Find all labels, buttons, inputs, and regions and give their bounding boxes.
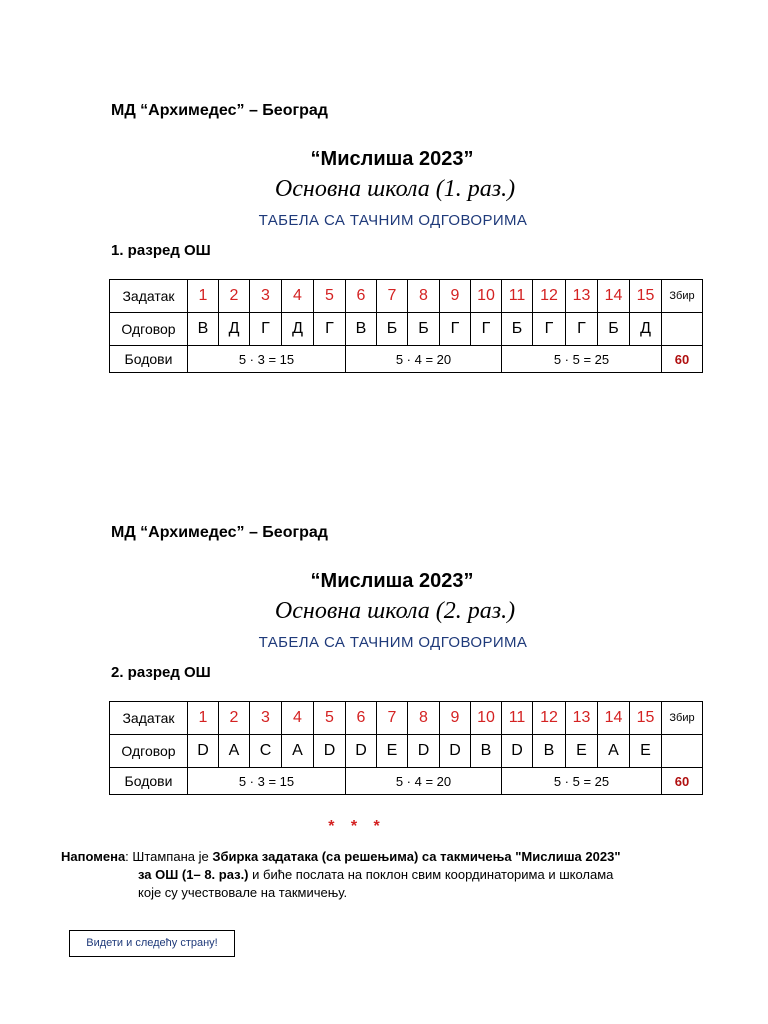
answer-cell: C — [250, 735, 282, 768]
task-number: 15 — [630, 280, 662, 313]
answers-table-heading: ТАБЕЛА СА ТАЧНИМ ОДГОВОРИМА — [258, 212, 528, 229]
points-group-2: 5 · 4 = 20 — [346, 346, 502, 373]
answer-cell: D — [440, 735, 471, 768]
task-number: 3 — [250, 280, 282, 313]
answers-table-heading: ТАБЕЛА СА ТАЧНИМ ОДГОВОРИМА — [258, 634, 528, 651]
grade-label: 1. разред ОШ — [111, 242, 211, 259]
task-number: 7 — [377, 280, 408, 313]
answer-cell: A — [219, 735, 250, 768]
task-number: 6 — [346, 702, 377, 735]
answer-cell: E — [566, 735, 598, 768]
answer-cell: Д — [282, 313, 314, 346]
task-number: 11 — [502, 702, 533, 735]
note-line-2 — [61, 866, 721, 884]
answer-cell: D — [314, 735, 346, 768]
note-text-3: које су учествовале на такмичењу. — [138, 885, 348, 900]
task-number: 4 — [282, 702, 314, 735]
task-number: 13 — [566, 280, 598, 313]
grade-label: 2. разред ОШ — [111, 664, 211, 681]
note-paragraph — [61, 848, 721, 902]
answer-cell: Г — [440, 313, 471, 346]
answer-cell: Б — [377, 313, 408, 346]
answer-cell: Г — [314, 313, 346, 346]
points-group-3: 5 · 5 = 25 — [502, 346, 662, 373]
organization-name: МД “Архимедес” – Београд — [111, 102, 328, 119]
task-number: 9 — [440, 702, 471, 735]
note-bold-2: за ОШ (1– 8. раз.) — [138, 867, 249, 882]
sum-header: Збир — [662, 280, 703, 313]
competition-title: “Мислиша 2023” — [310, 570, 474, 592]
points-group-1: 5 · 3 = 15 — [188, 346, 346, 373]
answer-cell: B — [471, 735, 502, 768]
answers-table — [109, 279, 703, 373]
note-colon: : — [125, 849, 133, 864]
next-page-button[interactable]: Видети и следећу страну! — [69, 930, 235, 957]
answer-cell: Д — [630, 313, 662, 346]
task-number-row — [110, 702, 703, 735]
note-text-2: и биће послата на поклон свим координаторима и школама — [248, 867, 614, 882]
points-group-2: 5 · 4 = 20 — [346, 768, 502, 795]
row-label-answer: Одговор — [110, 313, 188, 346]
total-points: 60 — [662, 768, 703, 795]
task-number-row — [110, 280, 703, 313]
task-number: 14 — [598, 702, 630, 735]
answer-cell: Б — [408, 313, 440, 346]
task-number: 5 — [314, 702, 346, 735]
total-points: 60 — [662, 346, 703, 373]
answer-cell: Б — [598, 313, 630, 346]
task-number: 10 — [471, 280, 502, 313]
task-number: 1 — [188, 280, 219, 313]
row-label-points: Бодови — [110, 346, 188, 373]
task-number: 3 — [250, 702, 282, 735]
answer-cell: Г — [533, 313, 566, 346]
organization-name: МД “Архимедес” – Београд — [111, 524, 328, 541]
task-number: 14 — [598, 280, 630, 313]
points-group-3: 5 · 5 = 25 — [502, 768, 662, 795]
answer-cell: Д — [219, 313, 250, 346]
row-label-points: Бодови — [110, 768, 188, 795]
note-bold-1: Збирка задатака (са решењима) са такмичења "Мислиша 2023" — [212, 849, 621, 864]
task-number: 8 — [408, 280, 440, 313]
answer-cell: Б — [502, 313, 533, 346]
school-subtitle: Основна школа (1. раз.) — [274, 176, 516, 202]
task-number: 2 — [219, 280, 250, 313]
answer-row — [110, 313, 703, 346]
task-number: 10 — [471, 702, 502, 735]
answer-cell: D — [408, 735, 440, 768]
sum-header: Збир — [662, 702, 703, 735]
task-number: 6 — [346, 280, 377, 313]
section-grade-1 — [0, 101, 768, 501]
answer-cell: В — [188, 313, 219, 346]
points-group-1: 5 · 3 = 15 — [188, 768, 346, 795]
note-line-1 — [61, 848, 721, 866]
task-number: 2 — [219, 702, 250, 735]
answers-table — [109, 701, 703, 795]
answer-row — [110, 735, 703, 768]
note-line-3 — [61, 884, 721, 902]
school-subtitle: Основна школа (2. раз.) — [274, 598, 516, 624]
answer-cell: E — [377, 735, 408, 768]
answer-cell: D — [502, 735, 533, 768]
row-label-answer: Одговор — [110, 735, 188, 768]
answer-cell: B — [533, 735, 566, 768]
task-number: 9 — [440, 280, 471, 313]
answer-cell: Г — [250, 313, 282, 346]
task-number: 12 — [533, 702, 566, 735]
points-row — [110, 346, 703, 373]
task-number: 7 — [377, 702, 408, 735]
task-number: 12 — [533, 280, 566, 313]
answer-cell: A — [598, 735, 630, 768]
answer-cell: Г — [566, 313, 598, 346]
answer-cell: Г — [471, 313, 502, 346]
answer-cell: D — [188, 735, 219, 768]
answer-cell: A — [282, 735, 314, 768]
task-number: 1 — [188, 702, 219, 735]
note-text-1: Штампана је — [132, 849, 213, 864]
competition-title: “Мислиша 2023” — [310, 148, 474, 170]
answer-cell: E — [630, 735, 662, 768]
row-label-task: Задатак — [110, 280, 188, 313]
task-number: 4 — [282, 280, 314, 313]
note-label: Напомена — [61, 849, 126, 864]
answer-cell: В — [346, 313, 377, 346]
task-number: 11 — [502, 280, 533, 313]
row-label-task: Задатак — [110, 702, 188, 735]
task-number: 5 — [314, 280, 346, 313]
task-number: 15 — [630, 702, 662, 735]
sum-empty-cell — [662, 313, 703, 346]
answer-cell: D — [346, 735, 377, 768]
separator-stars: * * * — [328, 818, 386, 835]
sum-empty-cell — [662, 735, 703, 768]
points-row — [110, 768, 703, 795]
task-number: 8 — [408, 702, 440, 735]
task-number: 13 — [566, 702, 598, 735]
